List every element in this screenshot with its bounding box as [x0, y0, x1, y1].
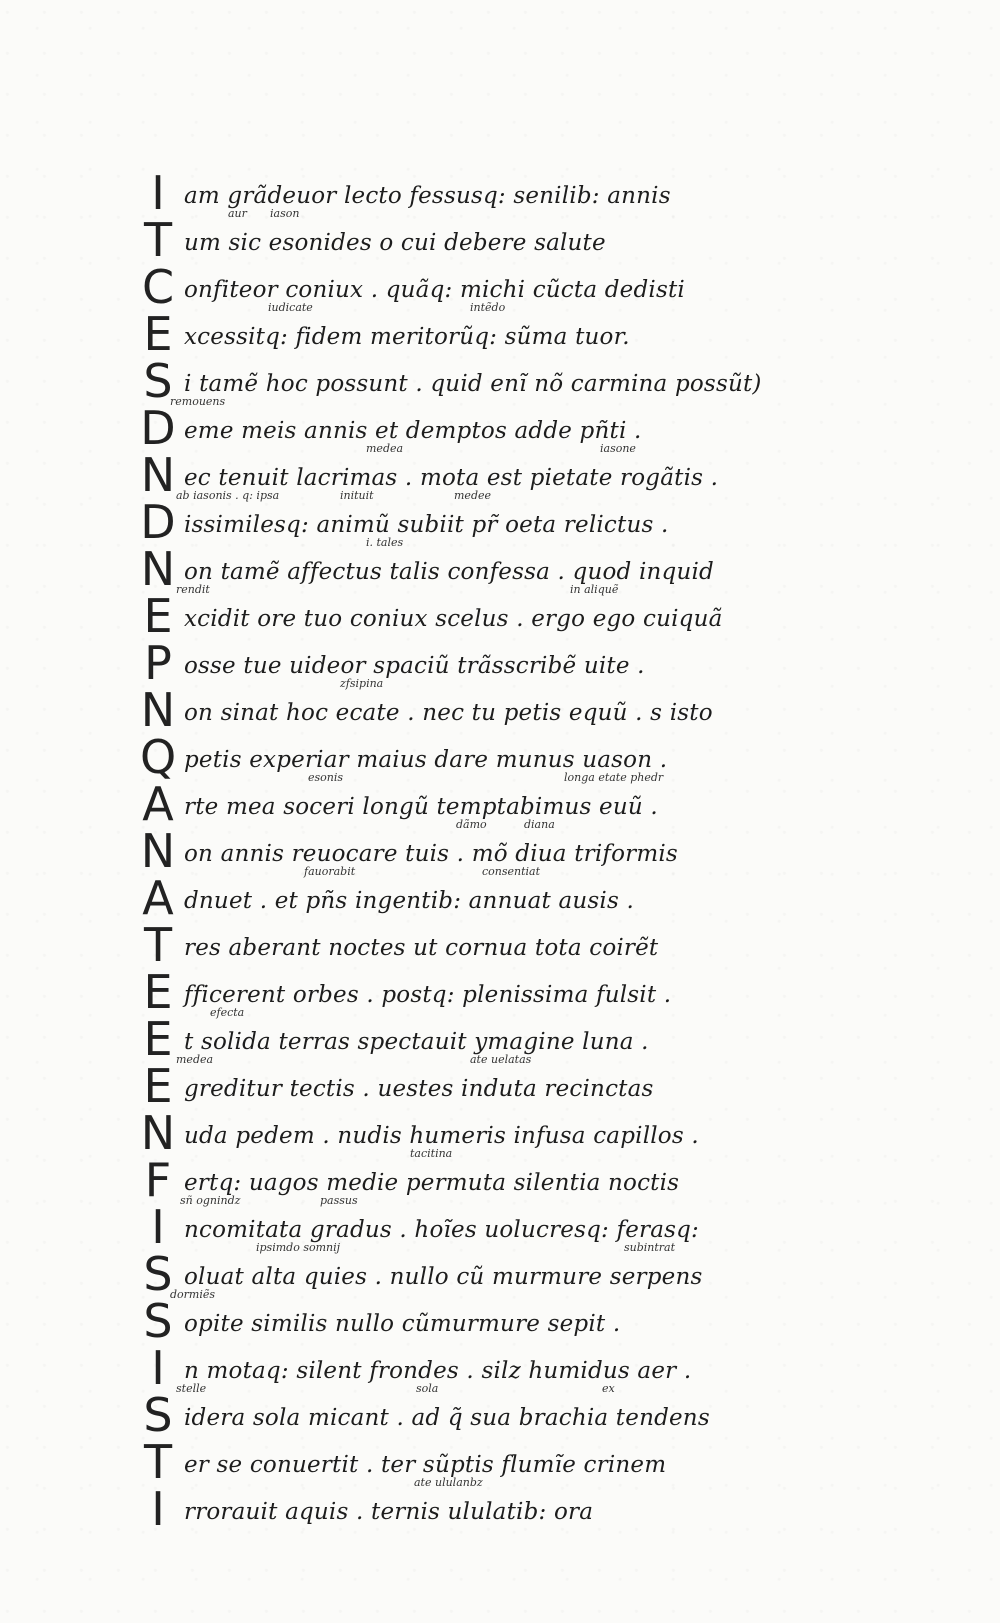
- interlinear-gloss: iason: [270, 207, 300, 220]
- verse-initial: T: [143, 1435, 173, 1489]
- verse-initial: F: [144, 1153, 172, 1207]
- interlinear-gloss: ate ululanbz: [414, 1476, 483, 1489]
- interlinear-gloss: medea: [176, 1053, 214, 1066]
- verse-text: am grãdeuor lecto fessusq: senilib: annis: [184, 183, 671, 209]
- interlinear-gloss: stelle: [176, 1382, 207, 1395]
- interlinear-gloss: iasone: [600, 442, 636, 455]
- verse-text: petis experiar maius dare munus uason .: [184, 747, 668, 773]
- verse-text: greditur tectis . uestes induta recinctas: [184, 1076, 654, 1102]
- verse-text: ncomitata gradus . hoĩes uolucresq: ferasq:: [184, 1217, 699, 1243]
- verse-text: rrorauit aquis . ternis ululatib: ora: [184, 1499, 594, 1525]
- verse-initial: Q: [140, 730, 177, 784]
- verse-initial: N: [140, 824, 176, 878]
- interlinear-gloss: ex: [602, 1382, 615, 1395]
- verse-initial: A: [142, 871, 174, 925]
- interlinear-gloss: ipsimdo somnij: [256, 1241, 341, 1254]
- interlinear-gloss: intẽdo: [470, 301, 506, 314]
- verse-text: ec tenuit lacrimas . mota est pietate rogãtis .: [184, 465, 719, 491]
- verse-text: opite similis nullo cũmurmure sepit .: [184, 1311, 621, 1337]
- verse-initial: I: [151, 166, 165, 220]
- verse-initial: E: [143, 589, 173, 643]
- interlinear-gloss: efecta: [210, 1006, 245, 1019]
- verse-initial: I: [151, 1341, 165, 1395]
- interlinear-gloss: tacitina: [410, 1147, 453, 1160]
- interlinear-gloss: sñ ognindz: [180, 1194, 241, 1207]
- verse-initial: T: [143, 918, 173, 972]
- verse-initial: S: [143, 1247, 173, 1301]
- verse-text: fficerent orbes . postq: plenissima fulsit .: [184, 982, 672, 1008]
- verse-text: ertq: uagos medie permuta silentia noctis: [184, 1170, 680, 1196]
- verse-text: rte mea soceri longũ temptabimus euũ .: [184, 794, 658, 820]
- verse-text: on annis reuocare tuis . mõ diua triformis: [184, 841, 678, 867]
- interlinear-gloss: diana: [524, 818, 555, 831]
- interlinear-gloss: ab iasonis . q: ipsa: [176, 489, 280, 502]
- interlinear-gloss: medee: [454, 489, 492, 502]
- verse-initial: D: [140, 401, 176, 455]
- interlinear-gloss: longa etate phedr: [564, 771, 664, 784]
- verse-text: n motaq: silent frondes . silz humidus aer .: [184, 1358, 692, 1384]
- verse-initial: P: [144, 636, 172, 690]
- interlinear-gloss: passus: [320, 1194, 358, 1207]
- verse-initial: I: [151, 1200, 165, 1254]
- interlinear-gloss: iudicate: [268, 301, 313, 314]
- verse-initial: E: [143, 965, 173, 1019]
- interlinear-gloss: medea: [366, 442, 404, 455]
- interlinear-gloss: i. tales: [366, 536, 404, 549]
- interlinear-gloss: inituit: [340, 489, 374, 502]
- verse-text: osse tue uideor spaciũ trãsscribẽ uite .: [184, 653, 645, 679]
- interlinear-gloss: dãmo: [456, 818, 487, 831]
- verse-text: on tamẽ affectus talis confessa . quod inquid: [184, 559, 714, 585]
- interlinear-gloss: subintrat: [624, 1241, 676, 1254]
- verse-initial: T: [143, 213, 173, 267]
- interlinear-gloss: esonis: [308, 771, 344, 784]
- interlinear-gloss: dormiẽs: [170, 1288, 216, 1301]
- verse-block: [140, 166, 800, 1536]
- verse-text: res aberant noctes ut cornua tota coirẽt: [184, 935, 659, 961]
- verse-initial: I: [151, 1482, 165, 1536]
- verse-initial: N: [140, 1106, 176, 1160]
- verse-initial: A: [142, 777, 174, 831]
- interlinear-gloss: consentiat: [482, 865, 541, 878]
- verse-initial: E: [143, 307, 173, 361]
- verse-text: issimilesq: animũ subiit pr̃ oeta relictus .: [184, 512, 669, 538]
- verse-text: eme meis annis et demptos adde pñti .: [184, 418, 642, 444]
- verse-text: dnuet . et pñs ingentib: annuat ausis .: [184, 888, 634, 914]
- verse-initial: N: [140, 683, 176, 737]
- verse-initial: E: [143, 1012, 173, 1066]
- interlinear-gloss: remouens: [170, 395, 226, 408]
- interlinear-gloss: zfsipina: [340, 677, 384, 690]
- verse-text: xcidit ore tuo coniux scelus . ergo ego cuiquã: [184, 606, 723, 632]
- verse-initial: N: [140, 542, 176, 596]
- verse-text: idera sola micant . ad q̃ sua brachia tendens: [184, 1405, 710, 1431]
- verse-text: uda pedem . nudis humeris infusa capillos .: [184, 1123, 699, 1149]
- verse-text: i tamẽ hoc possunt . quid enĩ nõ carmina possũt): [184, 371, 762, 397]
- verse-initial: E: [143, 1059, 173, 1113]
- interlinear-gloss: in aliquẽ: [570, 583, 619, 596]
- verse-initial: S: [143, 1388, 173, 1442]
- verse-text: oluat alta quies . nullo cũ murmure serpens: [184, 1264, 703, 1290]
- verse-text: onfiteor coniux . quãq: michi cũcta dedisti: [184, 277, 685, 303]
- verse-text: er se conuertit . ter sũptis flumĩe crinem: [184, 1452, 667, 1478]
- verse-initial: S: [143, 354, 173, 408]
- interlinear-gloss: sola: [416, 1382, 439, 1395]
- interlinear-gloss: ate uelatas: [470, 1053, 532, 1066]
- verse-text: t solida terras spectauit ymagine luna .: [184, 1029, 649, 1055]
- verse-initial: C: [141, 260, 175, 314]
- interlinear-gloss: rendit: [176, 583, 210, 596]
- verse-text: um sic esonides o cui debere salute: [184, 230, 606, 256]
- verse-line: [140, 918, 800, 972]
- verse-initial: S: [143, 1294, 173, 1348]
- verse-text: on sinat hoc ecate . nec tu petis equũ . s isto: [184, 700, 713, 726]
- interlinear-gloss: aur: [228, 207, 247, 220]
- verse-initial: N: [140, 448, 176, 502]
- interlinear-gloss: fauorabit: [304, 865, 356, 878]
- verse-text: xcessitq: fidem meritorũq: sũma tuor.: [184, 324, 630, 350]
- verse-initial: D: [140, 495, 176, 549]
